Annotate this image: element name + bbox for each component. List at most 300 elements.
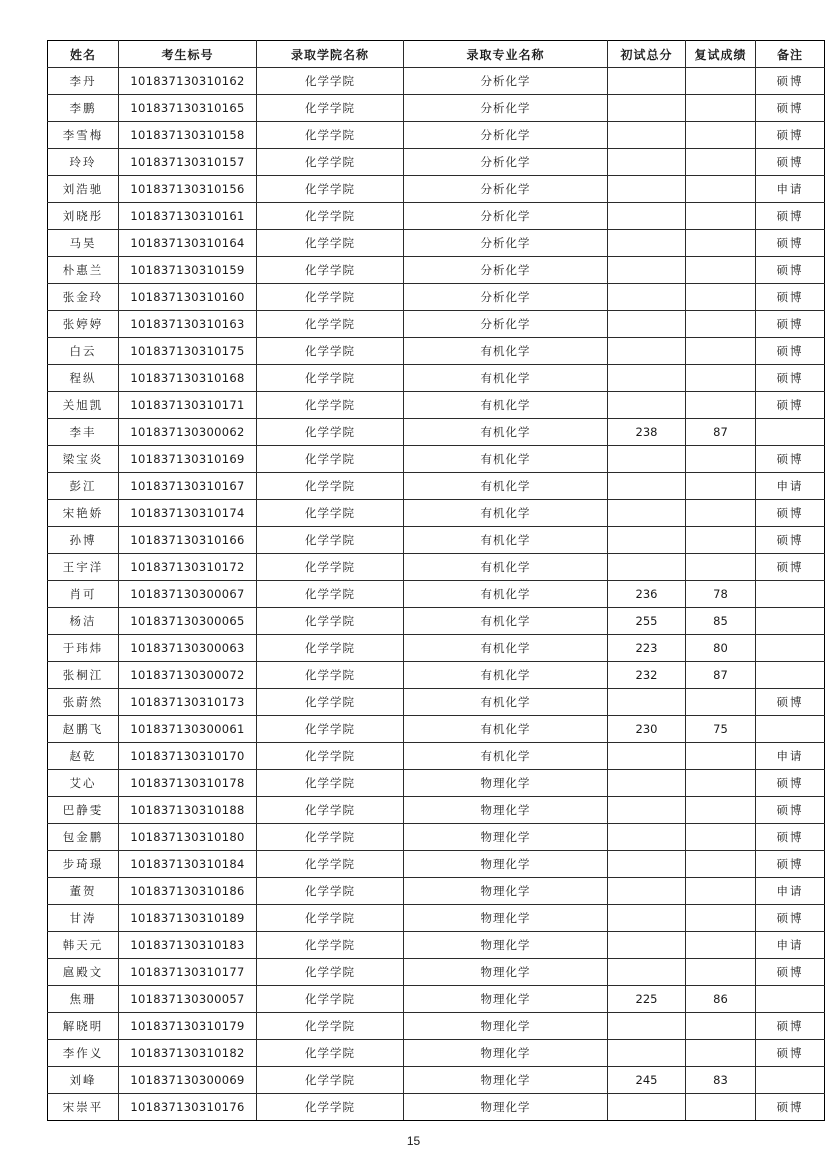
cell-exam-id: 101837130310186 <box>119 878 257 905</box>
cell-initial-score <box>608 554 686 581</box>
cell-retest-score <box>686 68 756 95</box>
cell-note: 申请 <box>756 878 825 905</box>
cell-retest-score <box>686 257 756 284</box>
cell-major: 有机化学 <box>404 689 608 716</box>
cell-exam-id: 101837130310176 <box>119 1094 257 1121</box>
cell-initial-score: 245 <box>608 1067 686 1094</box>
table-row <box>48 635 825 662</box>
cell-note <box>756 419 825 446</box>
cell-college: 化学学院 <box>257 365 404 392</box>
cell-name: 张桐江 <box>48 662 119 689</box>
cell-major: 有机化学 <box>404 419 608 446</box>
cell-note <box>756 608 825 635</box>
cell-note: 硕博 <box>756 122 825 149</box>
cell-initial-score <box>608 824 686 851</box>
cell-note <box>756 581 825 608</box>
cell-name: 李丹 <box>48 68 119 95</box>
cell-name: 甘涛 <box>48 905 119 932</box>
cell-name: 韩天元 <box>48 932 119 959</box>
cell-retest-score <box>686 203 756 230</box>
cell-name: 张金玲 <box>48 284 119 311</box>
cell-major: 分析化学 <box>404 230 608 257</box>
cell-exam-id: 101837130310174 <box>119 500 257 527</box>
cell-name: 程纵 <box>48 365 119 392</box>
table-row <box>48 446 825 473</box>
cell-note: 硕博 <box>756 203 825 230</box>
cell-retest-score <box>686 743 756 770</box>
table-body <box>48 68 825 1121</box>
cell-college: 化学学院 <box>257 338 404 365</box>
cell-name: 赵乾 <box>48 743 119 770</box>
cell-retest-score <box>686 527 756 554</box>
cell-note <box>756 986 825 1013</box>
cell-exam-id: 101837130310163 <box>119 311 257 338</box>
table-row <box>48 770 825 797</box>
table-row <box>48 95 825 122</box>
cell-note: 硕博 <box>756 1094 825 1121</box>
cell-retest-score <box>686 797 756 824</box>
cell-major: 有机化学 <box>404 743 608 770</box>
cell-name: 李丰 <box>48 419 119 446</box>
cell-college: 化学学院 <box>257 905 404 932</box>
cell-name: 艾心 <box>48 770 119 797</box>
cell-retest-score <box>686 878 756 905</box>
cell-college: 化学学院 <box>257 743 404 770</box>
cell-initial-score <box>608 1040 686 1067</box>
cell-name: 肖可 <box>48 581 119 608</box>
cell-name: 李鹏 <box>48 95 119 122</box>
cell-major: 物理化学 <box>404 1067 608 1094</box>
cell-major: 分析化学 <box>404 203 608 230</box>
cell-retest-score: 87 <box>686 662 756 689</box>
cell-major: 分析化学 <box>404 122 608 149</box>
cell-name: 王宇洋 <box>48 554 119 581</box>
cell-retest-score <box>686 230 756 257</box>
table-row <box>48 743 825 770</box>
table-row <box>48 878 825 905</box>
cell-major: 有机化学 <box>404 608 608 635</box>
cell-exam-id: 101837130310160 <box>119 284 257 311</box>
cell-name: 于玮炜 <box>48 635 119 662</box>
cell-retest-score <box>686 311 756 338</box>
table-row <box>48 311 825 338</box>
cell-college: 化学学院 <box>257 851 404 878</box>
cell-note: 硕博 <box>756 851 825 878</box>
cell-name: 杨洁 <box>48 608 119 635</box>
cell-exam-id: 101837130300065 <box>119 608 257 635</box>
table-row <box>48 392 825 419</box>
table-row <box>48 176 825 203</box>
cell-retest-score <box>686 824 756 851</box>
cell-name: 马昊 <box>48 230 119 257</box>
cell-college: 化学学院 <box>257 311 404 338</box>
cell-exam-id: 101837130310184 <box>119 851 257 878</box>
cell-exam-id: 101837130300063 <box>119 635 257 662</box>
cell-college: 化学学院 <box>257 1067 404 1094</box>
cell-exam-id: 101837130310179 <box>119 1013 257 1040</box>
cell-name: 孙博 <box>48 527 119 554</box>
cell-college: 化学学院 <box>257 176 404 203</box>
cell-name: 巴静雯 <box>48 797 119 824</box>
cell-retest-score <box>686 1013 756 1040</box>
cell-retest-score: 80 <box>686 635 756 662</box>
cell-note <box>756 1067 825 1094</box>
cell-college: 化学学院 <box>257 554 404 581</box>
cell-retest-score: 83 <box>686 1067 756 1094</box>
cell-college: 化学学院 <box>257 824 404 851</box>
cell-college: 化学学院 <box>257 149 404 176</box>
cell-retest-score <box>686 905 756 932</box>
cell-note: 硕博 <box>756 689 825 716</box>
cell-college: 化学学院 <box>257 203 404 230</box>
cell-retest-score <box>686 473 756 500</box>
cell-exam-id: 101837130300069 <box>119 1067 257 1094</box>
cell-note <box>756 716 825 743</box>
cell-name: 解晓明 <box>48 1013 119 1040</box>
cell-initial-score <box>608 527 686 554</box>
cell-exam-id: 101837130310171 <box>119 392 257 419</box>
cell-initial-score <box>608 284 686 311</box>
cell-college: 化学学院 <box>257 878 404 905</box>
cell-retest-score <box>686 689 756 716</box>
cell-retest-score <box>686 284 756 311</box>
cell-major: 有机化学 <box>404 635 608 662</box>
cell-college: 化学学院 <box>257 770 404 797</box>
cell-retest-score: 78 <box>686 581 756 608</box>
cell-name: 朴惠兰 <box>48 257 119 284</box>
table-row <box>48 1094 825 1121</box>
table-row <box>48 1013 825 1040</box>
admission-table <box>47 40 825 1121</box>
cell-note: 硕博 <box>756 527 825 554</box>
cell-exam-id: 101837130310173 <box>119 689 257 716</box>
cell-name: 李雪梅 <box>48 122 119 149</box>
cell-initial-score: 232 <box>608 662 686 689</box>
cell-retest-score: 87 <box>686 419 756 446</box>
cell-name: 赵鹏飞 <box>48 716 119 743</box>
cell-college: 化学学院 <box>257 392 404 419</box>
cell-retest-score <box>686 959 756 986</box>
table-row <box>48 581 825 608</box>
cell-note <box>756 635 825 662</box>
table-row <box>48 338 825 365</box>
cell-initial-score <box>608 203 686 230</box>
cell-exam-id: 101837130300062 <box>119 419 257 446</box>
cell-major: 分析化学 <box>404 68 608 95</box>
cell-initial-score <box>608 392 686 419</box>
cell-initial-score <box>608 365 686 392</box>
cell-major: 分析化学 <box>404 149 608 176</box>
cell-major: 有机化学 <box>404 473 608 500</box>
table-row <box>48 230 825 257</box>
cell-initial-score <box>608 905 686 932</box>
cell-note: 硕博 <box>756 446 825 473</box>
cell-college: 化学学院 <box>257 608 404 635</box>
cell-exam-id: 101837130310172 <box>119 554 257 581</box>
cell-exam-id: 101837130310170 <box>119 743 257 770</box>
cell-note: 硕博 <box>756 1040 825 1067</box>
table-row <box>48 959 825 986</box>
cell-major: 物理化学 <box>404 797 608 824</box>
cell-major: 分析化学 <box>404 311 608 338</box>
table-row <box>48 797 825 824</box>
cell-exam-id: 101837130300072 <box>119 662 257 689</box>
cell-retest-score <box>686 365 756 392</box>
cell-major: 物理化学 <box>404 878 608 905</box>
cell-college: 化学学院 <box>257 1040 404 1067</box>
cell-college: 化学学院 <box>257 581 404 608</box>
cell-note: 硕博 <box>756 257 825 284</box>
cell-major: 物理化学 <box>404 932 608 959</box>
header-note: 备注 <box>756 41 825 68</box>
cell-college: 化学学院 <box>257 122 404 149</box>
cell-name: 关旭凯 <box>48 392 119 419</box>
table-row <box>48 932 825 959</box>
table-row <box>48 500 825 527</box>
cell-retest-score <box>686 338 756 365</box>
cell-name: 宋崇平 <box>48 1094 119 1121</box>
header-retest-score: 复试成绩 <box>686 41 756 68</box>
cell-retest-score <box>686 851 756 878</box>
cell-retest-score <box>686 95 756 122</box>
cell-exam-id: 101837130310159 <box>119 257 257 284</box>
cell-initial-score <box>608 1013 686 1040</box>
cell-note: 硕博 <box>756 1013 825 1040</box>
cell-initial-score <box>608 797 686 824</box>
cell-college: 化学学院 <box>257 1094 404 1121</box>
cell-college: 化学学院 <box>257 1013 404 1040</box>
cell-initial-score <box>608 176 686 203</box>
cell-college: 化学学院 <box>257 473 404 500</box>
cell-initial-score <box>608 473 686 500</box>
cell-major: 有机化学 <box>404 446 608 473</box>
cell-retest-score: 85 <box>686 608 756 635</box>
cell-exam-id: 101837130310182 <box>119 1040 257 1067</box>
cell-major: 物理化学 <box>404 824 608 851</box>
cell-major: 分析化学 <box>404 95 608 122</box>
cell-note: 硕博 <box>756 959 825 986</box>
cell-college: 化学学院 <box>257 986 404 1013</box>
page-number: 15 <box>406 1134 421 1148</box>
table-row <box>48 527 825 554</box>
cell-major: 物理化学 <box>404 986 608 1013</box>
cell-retest-score <box>686 392 756 419</box>
cell-note: 申请 <box>756 176 825 203</box>
cell-retest-score: 75 <box>686 716 756 743</box>
cell-name: 扈殿文 <box>48 959 119 986</box>
cell-college: 化学学院 <box>257 959 404 986</box>
table-row <box>48 608 825 635</box>
cell-initial-score: 255 <box>608 608 686 635</box>
cell-initial-score <box>608 311 686 338</box>
cell-name: 宋艳娇 <box>48 500 119 527</box>
table-row <box>48 716 825 743</box>
cell-note: 硕博 <box>756 95 825 122</box>
cell-initial-score <box>608 1094 686 1121</box>
cell-college: 化学学院 <box>257 689 404 716</box>
cell-note: 硕博 <box>756 149 825 176</box>
cell-college: 化学学院 <box>257 527 404 554</box>
cell-major: 物理化学 <box>404 1040 608 1067</box>
table-row <box>48 122 825 149</box>
header-exam-id: 考生标号 <box>119 41 257 68</box>
cell-note: 硕博 <box>756 824 825 851</box>
cell-name: 玲玲 <box>48 149 119 176</box>
cell-college: 化学学院 <box>257 932 404 959</box>
table-row <box>48 662 825 689</box>
cell-note: 硕博 <box>756 770 825 797</box>
cell-note: 硕博 <box>756 392 825 419</box>
table-row <box>48 824 825 851</box>
cell-major: 有机化学 <box>404 338 608 365</box>
cell-exam-id: 101837130310188 <box>119 797 257 824</box>
cell-exam-id: 101837130310165 <box>119 95 257 122</box>
cell-initial-score <box>608 338 686 365</box>
table-row <box>48 257 825 284</box>
cell-major: 物理化学 <box>404 959 608 986</box>
cell-initial-score <box>608 446 686 473</box>
cell-exam-id: 101837130310177 <box>119 959 257 986</box>
cell-retest-score <box>686 500 756 527</box>
cell-name: 步琦璟 <box>48 851 119 878</box>
cell-initial-score <box>608 689 686 716</box>
header-initial-score: 初试总分 <box>608 41 686 68</box>
cell-initial-score <box>608 770 686 797</box>
cell-college: 化学学院 <box>257 662 404 689</box>
cell-initial-score <box>608 959 686 986</box>
cell-major: 分析化学 <box>404 284 608 311</box>
cell-exam-id: 101837130310156 <box>119 176 257 203</box>
cell-exam-id: 101837130310164 <box>119 230 257 257</box>
cell-note <box>756 662 825 689</box>
table-row <box>48 284 825 311</box>
cell-exam-id: 101837130310158 <box>119 122 257 149</box>
cell-college: 化学学院 <box>257 284 404 311</box>
table-row <box>48 689 825 716</box>
table-row <box>48 986 825 1013</box>
cell-retest-score <box>686 122 756 149</box>
table-header-row <box>48 41 825 68</box>
cell-exam-id: 101837130310178 <box>119 770 257 797</box>
cell-exam-id: 101837130310180 <box>119 824 257 851</box>
cell-major: 有机化学 <box>404 554 608 581</box>
cell-retest-score <box>686 770 756 797</box>
cell-name: 包金鹏 <box>48 824 119 851</box>
cell-major: 有机化学 <box>404 527 608 554</box>
cell-initial-score <box>608 500 686 527</box>
cell-major: 有机化学 <box>404 365 608 392</box>
cell-exam-id: 101837130310167 <box>119 473 257 500</box>
cell-initial-score: 223 <box>608 635 686 662</box>
table-row <box>48 365 825 392</box>
table-row <box>48 203 825 230</box>
cell-initial-score <box>608 932 686 959</box>
cell-name: 董贺 <box>48 878 119 905</box>
cell-major: 有机化学 <box>404 500 608 527</box>
cell-name: 刘晓彤 <box>48 203 119 230</box>
cell-initial-score <box>608 95 686 122</box>
cell-note: 申请 <box>756 932 825 959</box>
cell-note: 硕博 <box>756 365 825 392</box>
cell-exam-id: 101837130310169 <box>119 446 257 473</box>
cell-retest-score <box>686 446 756 473</box>
cell-college: 化学学院 <box>257 257 404 284</box>
cell-note: 硕博 <box>756 500 825 527</box>
cell-retest-score <box>686 1040 756 1067</box>
cell-note: 申请 <box>756 743 825 770</box>
cell-exam-id: 101837130300067 <box>119 581 257 608</box>
cell-note: 硕博 <box>756 284 825 311</box>
table-row <box>48 554 825 581</box>
cell-name: 白云 <box>48 338 119 365</box>
cell-college: 化学学院 <box>257 635 404 662</box>
cell-major: 有机化学 <box>404 662 608 689</box>
cell-college: 化学学院 <box>257 68 404 95</box>
cell-exam-id: 101837130310166 <box>119 527 257 554</box>
cell-exam-id: 101837130310157 <box>119 149 257 176</box>
cell-name: 刘峰 <box>48 1067 119 1094</box>
cell-major: 分析化学 <box>404 176 608 203</box>
cell-retest-score <box>686 1094 756 1121</box>
cell-note: 硕博 <box>756 311 825 338</box>
table-row <box>48 1040 825 1067</box>
cell-exam-id: 101837130310189 <box>119 905 257 932</box>
table-row <box>48 905 825 932</box>
header-college: 录取学院名称 <box>257 41 404 68</box>
cell-name: 李作义 <box>48 1040 119 1067</box>
cell-college: 化学学院 <box>257 716 404 743</box>
cell-exam-id: 101837130300061 <box>119 716 257 743</box>
cell-exam-id: 101837130310161 <box>119 203 257 230</box>
cell-exam-id: 101837130310183 <box>119 932 257 959</box>
cell-initial-score <box>608 230 686 257</box>
cell-major: 有机化学 <box>404 581 608 608</box>
cell-major: 物理化学 <box>404 905 608 932</box>
cell-college: 化学学院 <box>257 419 404 446</box>
cell-retest-score <box>686 149 756 176</box>
cell-note: 硕博 <box>756 797 825 824</box>
cell-initial-score: 230 <box>608 716 686 743</box>
header-name: 姓名 <box>48 41 119 68</box>
cell-initial-score <box>608 68 686 95</box>
cell-note: 硕博 <box>756 230 825 257</box>
cell-major: 物理化学 <box>404 851 608 878</box>
cell-initial-score: 236 <box>608 581 686 608</box>
cell-name: 张蔚然 <box>48 689 119 716</box>
cell-initial-score <box>608 149 686 176</box>
cell-name: 张婷婷 <box>48 311 119 338</box>
cell-exam-id: 101837130310162 <box>119 68 257 95</box>
cell-exam-id: 101837130300057 <box>119 986 257 1013</box>
cell-initial-score: 225 <box>608 986 686 1013</box>
cell-major: 物理化学 <box>404 1094 608 1121</box>
cell-initial-score <box>608 122 686 149</box>
cell-exam-id: 101837130310168 <box>119 365 257 392</box>
cell-major: 有机化学 <box>404 392 608 419</box>
cell-initial-score <box>608 851 686 878</box>
cell-major: 物理化学 <box>404 770 608 797</box>
table-row <box>48 419 825 446</box>
table-row <box>48 68 825 95</box>
cell-note: 硕博 <box>756 554 825 581</box>
cell-name: 刘浩驰 <box>48 176 119 203</box>
header-major: 录取专业名称 <box>404 41 608 68</box>
table-row <box>48 149 825 176</box>
cell-initial-score: 238 <box>608 419 686 446</box>
cell-note: 申请 <box>756 473 825 500</box>
cell-retest-score <box>686 932 756 959</box>
cell-major: 分析化学 <box>404 257 608 284</box>
